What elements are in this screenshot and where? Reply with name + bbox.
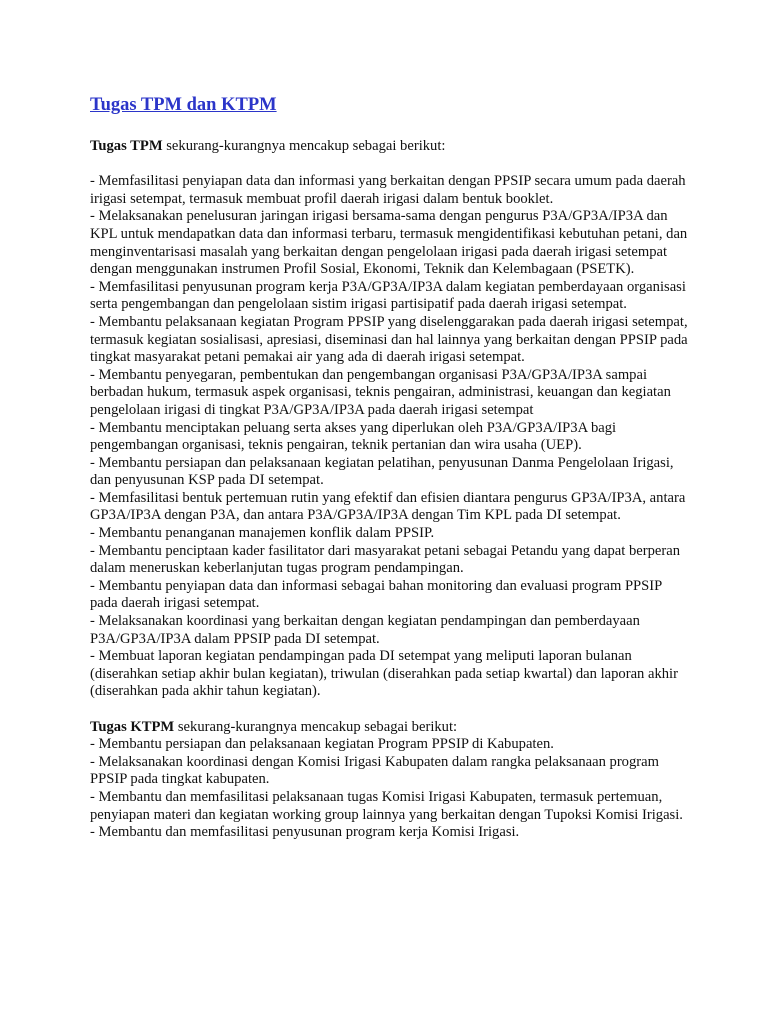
tpm-task-item: - Memfasilitasi penyusunan program kerja P3A/GP3A/IP3A dalam kegiatan pemberdayaan organisasi serta pengembangan dan pengelolaan sistim irigasi partisipatif pada daerah irigasi setempat. [90,278,686,313]
tpm-task-item: - Melaksanakan penelusuran jaringan irigasi bersama-sama dengan pengurus P3A/GP3A/IP3A dan KPL untuk mendapatkan data dan informasi terbaru, termasuk mengidentifikasi kebutuhan petani, dan menginventarisasi masalah yang berkaitan dengan pengelolaan irigasi pada daerah irigasi setempat dengan menggunakan instrumen Profil Sosial, Ekonomi, Teknik dan Kelembagaan (PSETK). [90,208,688,278]
tpm-task-item: - Membantu penyegaran, pembentukan dan pengembangan organisasi P3A/GP3A/IP3A sampai berbadan hukum, termasuk aspek organisasi, teknis pengairan, administrasi, keuangan dan kegiatan pengelolaan irigasi di tingkat P3A/GP3A/IP3A pada daerah irigasi setempat [90,366,671,418]
ktpm-task-item: - Melaksanakan koordinasi dengan Komisi Irigasi Kabupaten dalam rangka pelaksanaan program PPSIP pada tingkat kabupaten. [90,753,659,788]
tpm-intro-text: sekurang-kurangnya mencakup sebagai berikut: [162,138,446,154]
tpm-task-item: - Memfasilitasi penyiapan data dan informasi yang berkaitan dengan PPSIP secara umum pada daerah irigasi setempat, termasuk membuat profil daerah irigasi dalam bentuk booklet. [90,173,686,207]
ktpm-intro-bold: Tugas KTPM [90,718,175,735]
tpm-task-item: - Membantu pelaksanaan kegiatan Program PPSIP yang diselenggarakan pada daerah irigasi setempat, termasuk kegiatan sosialisasi, apresiasi, diseminasi dan hal lainnya yang berkaitan dengan PPSIP pada tingkat masyarakat petani pemakai air yang ada di daerah irigasi setempat. [90,313,688,366]
tpm-task-item: - Membantu menciptakan peluang serta akses yang diperlukan oleh P3A/GP3A/IP3A bagi pengembangan organisasi, teknis pengairan, teknik pertanian dan wira usaha (UEP). [90,419,617,454]
tpm-intro [90,138,690,156]
tpm-task-item: - Membantu penyiapan data dan informasi sebagai bahan monitoring dan evaluasi program PPSIP pada daerah irigasi setempat. [90,577,662,612]
tpm-task-item: - Membantu persiapan dan pelaksanaan kegiatan pelatihan, penyusunan Danma Pengelolaan Irigasi, dan penyusunan KSP pada DI setempat. [90,454,674,489]
tpm-intro-bold: Tugas TPM [90,138,163,154]
ktpm-intro-text: sekurang-kurangnya mencakup sebagai berikut: [174,718,458,735]
document-page [90,94,690,842]
ktpm-task-item: - Membantu dan memfasilitasi pelaksanaan tugas Komisi Irigasi Kabupaten, termasuk pertemuan, penyiapan materi dan kegiatan working group lainnya yang berkaitan dengan Tupoksi Komisi Irigasi. [90,788,683,823]
ktpm-intro [90,719,690,737]
tpm-task-item: - Melaksanakan koordinasi yang berkaitan dengan kegiatan pendampingan dan pemberdayaan P3A/GP3A/IP3A dalam PPSIP pada DI setempat. [90,613,640,647]
tpm-task-item: - Membantu penciptaan kader fasilitator dari masyarakat petani sebagai Petandu yang dapat berperan dalam meneruskan keberlanjutan tugas program pendampingan. [90,542,680,577]
tpm-task-item: - Membantu penanganan manajemen konflik dalam PPSIP. [90,525,435,542]
tpm-task-list [90,173,690,701]
tpm-task-item: - Memfasilitasi bentuk pertemuan rutin yang efektif dan efisien diantara pengurus GP3A/IP3A, antara GP3A/IP3A dengan P3A, dan antara P3A/GP3A/IP3A dengan Tim KPL pada DI setempat. [90,489,686,524]
ktpm-task-item: - Membantu persiapan dan pelaksanaan kegiatan Program PPSIP di Kabupaten. [90,736,554,753]
tpm-task-item: - Membuat laporan kegiatan pendampingan pada DI setempat yang meliputi laporan bulanan (diserahkan setiap akhir bulan kegiatan), triwulan (diserahkan pada setiap kwartal) dan laporan akhir (diserahkan pada akhir tahun kegiatan). [90,648,678,700]
ktpm-section [90,719,690,842]
ktpm-task-item: - Membantu dan memfasilitasi penyusunan program kerja Komisi Irigasi. [90,824,520,841]
page-title[interactable]: Tugas TPM dan KTPM [90,95,277,115]
